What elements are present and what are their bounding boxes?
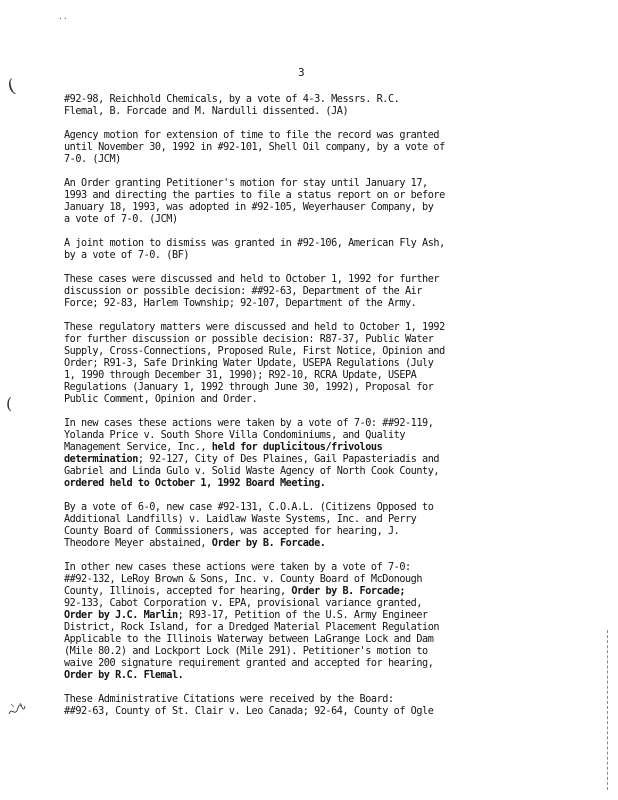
- text-line: [64, 562, 542, 574]
- text-line: [64, 214, 542, 226]
- text-segment: Gabriel and Linda Gulo v. Solid Waste Agency of North Cook County,: [64, 466, 440, 477]
- paragraph: [64, 178, 542, 226]
- text-segment: ; R93-17, Petition of the U.S. Army Engineer: [177, 610, 428, 621]
- text-segment: Management Service, Inc.,: [64, 442, 212, 453]
- text-segment: a vote of 7-0. (JCM): [64, 214, 178, 225]
- text-segment: These cases were discussed and held to October 1, 1992 for further: [64, 274, 440, 285]
- text-segment: discussion or possible decision: ##92-63, Department of the Air: [64, 286, 423, 297]
- text-line: [64, 382, 542, 394]
- text-segment: Regulations (January 1, 1992 through June 30, 1992), Proposal for: [64, 382, 434, 393]
- text-segment: until November 30, 1992 in #92-101, Shell Oil company, by a vote of: [64, 142, 445, 153]
- page-number: 3: [298, 66, 305, 79]
- text-line: [64, 526, 542, 538]
- text-segment: These Administrative Citations were received by the Board:: [64, 694, 394, 705]
- text-line: [64, 598, 542, 610]
- text-segment: Theodore Meyer abstained,: [64, 538, 212, 549]
- text-line: [64, 466, 542, 478]
- text-line: [64, 190, 542, 202]
- text-line: [64, 250, 542, 262]
- text-line: [64, 502, 542, 514]
- scan-edge-line: [606, 630, 608, 790]
- text-segment: Agency motion for extension of time to file the record was granted: [64, 130, 440, 141]
- text-line: [64, 658, 542, 670]
- text-line: [64, 622, 542, 634]
- text-segment: #92-98, Reichhold Chemicals, by a vote of 4-3. Messrs. R.C.: [64, 94, 400, 105]
- bold-text: Order by B. Forcade;: [291, 586, 406, 597]
- text-line: [64, 670, 542, 682]
- text-segment: County, Illinois, accepted for hearing,: [64, 586, 292, 597]
- text-line: [64, 130, 542, 142]
- text-segment: A joint motion to dismiss was granted in #92-106, American Fly Ash,: [64, 238, 445, 249]
- text-segment: By a vote of 6-0, new case #92-131, C.O.A.L. (Citizens Opposed to: [64, 502, 434, 513]
- bold-text: Order by J.C. Marlin: [64, 610, 178, 621]
- margin-mark-middle: (: [6, 394, 13, 413]
- text-line: [64, 610, 542, 622]
- text-line: [64, 154, 542, 166]
- text-segment: ##92-132, LeRoy Brown & Sons, Inc. v. County Board of McDonough: [64, 574, 423, 585]
- text-segment: County Board of Commissioners, was accepted for hearing, J.: [64, 526, 400, 537]
- paragraph: [64, 274, 542, 310]
- text-line: [64, 430, 542, 442]
- text-segment: (Mile 80.2) and Lockport Lock (Mile 291). Petitioner's motion to: [64, 646, 428, 657]
- text-line: [64, 286, 542, 298]
- text-segment: 1993 and directing the parties to file a status report on or before: [64, 190, 445, 201]
- text-line: [64, 358, 542, 370]
- bold-text: Order by B. Forcade.: [211, 538, 326, 549]
- text-line: [64, 346, 542, 358]
- text-line: [64, 178, 542, 190]
- text-segment: waive 200 signature requirement granted and accepted for hearing,: [64, 658, 434, 669]
- bold-text: ordered held to October 1, 1992 Board Meeting.: [64, 478, 326, 489]
- text-segment: ; 92-127, City of Des Plaines, Gail Papasteriadis and: [137, 454, 440, 465]
- text-segment: ##92-63, County of St. Clair v. Leo Canada; 92-64, County of Ogle: [64, 706, 434, 717]
- paragraph: [64, 322, 542, 406]
- text-segment: Additional Landfills) v. Laidlaw Waste Systems, Inc. and Perry: [64, 514, 417, 525]
- text-segment: These regulatory matters were discussed and held to October 1, 1992: [64, 322, 445, 333]
- paragraph: [64, 130, 542, 166]
- text-line: [64, 514, 542, 526]
- text-segment: by a vote of 7-0. (BF): [64, 250, 190, 261]
- text-line: [64, 322, 542, 334]
- text-segment: In new cases these actions were taken by a vote of 7-0: ##92-119,: [64, 418, 434, 429]
- text-segment: 92-133, Cabot Corporation v. EPA, provisional variance granted,: [64, 598, 423, 609]
- text-line: [64, 370, 542, 382]
- text-line: [64, 454, 542, 466]
- paragraph: [64, 418, 542, 490]
- text-line: [64, 274, 542, 286]
- top-marks: ..: [58, 12, 68, 21]
- text-segment: Force; 92-83, Harlem Township; 92-107, Department of the Army.: [64, 298, 417, 309]
- text-line: [64, 538, 542, 550]
- text-segment: 7-0. (JCM): [64, 154, 121, 165]
- text-segment: Yolanda Price v. South Shore Villa Condominiums, and Quality: [64, 430, 406, 441]
- document-body: [64, 94, 542, 730]
- paragraph: [64, 238, 542, 262]
- text-line: [64, 298, 542, 310]
- bold-text: Order by R.C. Flemal.: [64, 670, 184, 681]
- text-segment: District, Rock Island, for a Dredged Material Placement Regulation: [64, 622, 440, 633]
- margin-scribble-icon: [6, 700, 28, 720]
- text-segment: for further discussion or possible decision: R87-37, Public Water: [64, 334, 434, 345]
- text-line: [64, 94, 542, 106]
- text-line: [64, 394, 542, 406]
- paragraph: [64, 502, 542, 550]
- margin-mark-top: (: [5, 75, 18, 98]
- text-line: [64, 646, 542, 658]
- bold-text: determination: [64, 454, 138, 465]
- text-line: [64, 202, 542, 214]
- text-line: [64, 586, 542, 598]
- text-segment: January 18, 1993, was adopted in #92-105, Weyerhauser Company, by: [64, 202, 434, 213]
- paragraph: [64, 694, 542, 718]
- text-segment: Order; R91-3, Safe Drinking Water Update, USEPA Regulations (July: [64, 358, 434, 369]
- text-segment: Supply, Cross-Connections, Proposed Rule, First Notice, Opinion and: [64, 346, 445, 357]
- text-segment: In other new cases these actions were taken by a vote of 7-0:: [64, 562, 411, 573]
- text-line: [64, 142, 542, 154]
- text-segment: Public Comment, Opinion and Order.: [64, 394, 258, 405]
- text-line: [64, 106, 542, 118]
- text-line: [64, 574, 542, 586]
- text-line: [64, 634, 542, 646]
- paragraph: [64, 94, 542, 118]
- text-line: [64, 694, 542, 706]
- text-line: [64, 706, 542, 718]
- bold-text: held for duplicitous/frivolous: [211, 442, 383, 453]
- text-segment: Applicable to the Illinois Waterway between LaGrange Lock and Dam: [64, 634, 434, 645]
- text-segment: An Order granting Petitioner's motion for stay until January 17,: [64, 178, 428, 189]
- text-line: [64, 442, 542, 454]
- paragraph: [64, 562, 542, 682]
- text-line: [64, 238, 542, 250]
- text-line: [64, 334, 542, 346]
- text-line: [64, 418, 542, 430]
- text-segment: 1, 1990 through December 31, 1990); R92-10, RCRA Update, USEPA: [64, 370, 417, 381]
- text-segment: Flemal, B. Forcade and M. Nardulli dissented. (JA): [64, 106, 349, 117]
- text-line: [64, 478, 542, 490]
